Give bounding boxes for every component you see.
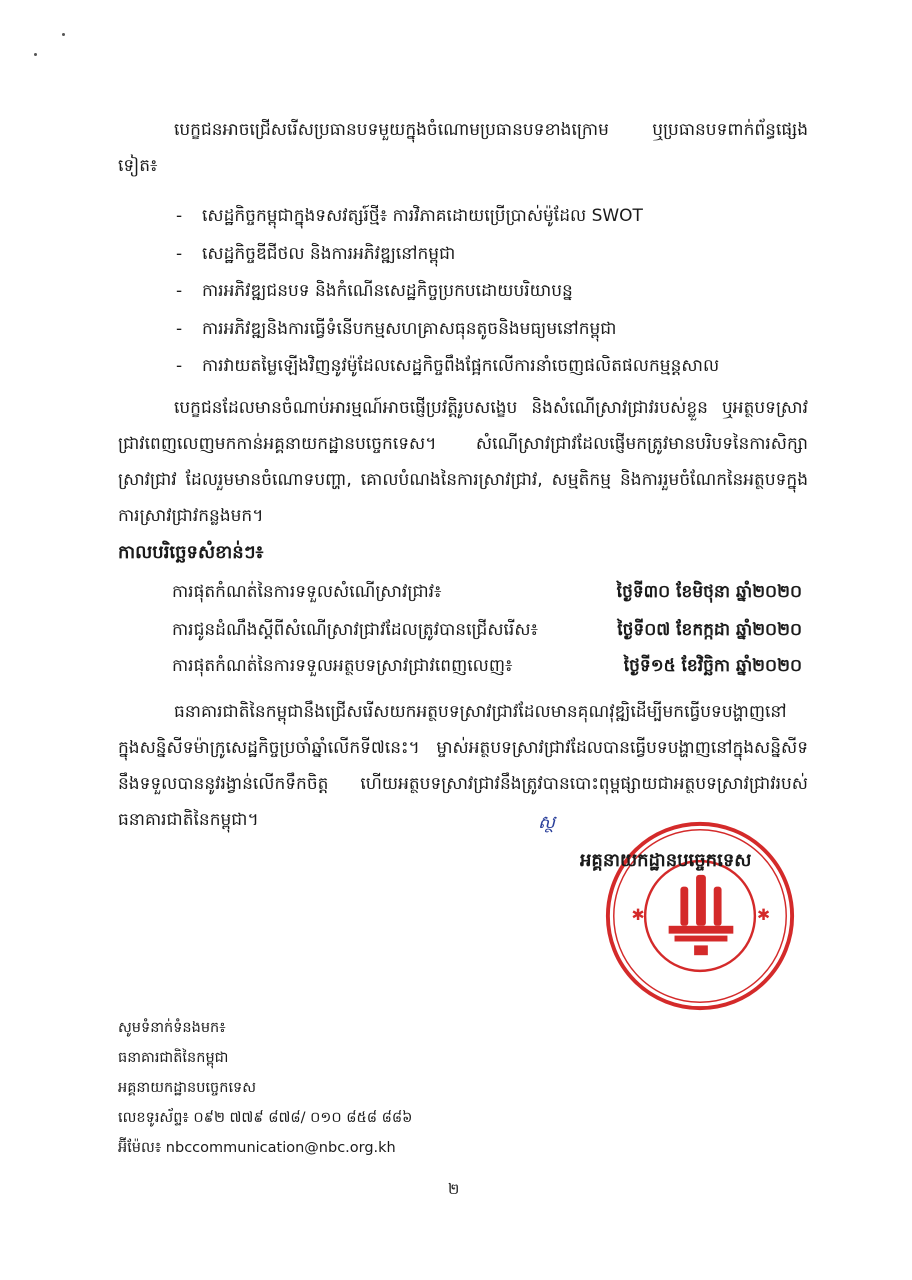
contact-org: ធនាគារជាតិនៃកម្ពុជា	[118, 1050, 229, 1066]
deadline-label: ការជូនដំណឹងស្តីពីសំណើស្រាវជ្រាវដែលត្រូវបានជ្រើសរើស៖	[172, 620, 538, 640]
scan-speck	[34, 53, 37, 56]
deadline-label: ការផុតកំណត់នៃការទទួលសំណើស្រាវជ្រាវ៖	[172, 582, 442, 602]
topic-item: - ការវាយតម្លៃឡើងវិញនូវម៉ូដែលសេដ្ឋកិច្ចពឹងផ្អែកលើការនាំចេញផលិតផលកម្មន្តសាល	[176, 356, 720, 376]
deadline-row	[172, 574, 802, 610]
topic-text: ការអភិវឌ្ឍជនបទ និងកំណើនសេដ្ឋកិច្ចប្រកបដោយបរិយាបន្ន	[202, 281, 573, 301]
contact-department: អគ្គនាយកដ្ឋានបច្ចេកទេស	[118, 1080, 257, 1096]
deadline-row	[172, 612, 802, 648]
topic-item: - ការអភិវឌ្ឍនិងការធ្វើទំនើបកម្មសហគ្រាសធុនតូចនិងមធ្យមនៅកម្ពុជា	[176, 318, 617, 339]
deadline-date: ថ្ងៃទី៣០ ខែមិថុនា ឆ្នាំ២០២០	[616, 582, 802, 602]
submission-paragraph	[118, 390, 808, 534]
svg-text:✱: ✱	[756, 904, 770, 924]
intro-paragraph	[118, 112, 808, 184]
topic-text: សេដ្ឋកិច្ចកម្ពុជាក្នុងទសវត្សរ៍ថ្មី៖ ការវិភាគដោយប្រើប្រាស់ម៉ូដែល SWOT	[202, 206, 643, 226]
deadlines-heading: កាលបរិច្ឆេទសំខាន់ៗ៖	[118, 542, 264, 563]
contact-phone: លេខទូរស័ព្ទ៖ ០៩២ ៧៧៩ ៨៧៨/ ០១០ ៨៥៨ ៨៨៦	[118, 1110, 413, 1126]
topic-text: សេដ្ឋកិច្ចឌីជីថល និងការអភិវឌ្ឍនៅកម្ពុជា	[202, 243, 456, 264]
selection-text: ធនាគារជាតិនៃកម្ពុជានឹងជ្រើសរើសយកអត្ថបទស្រាវជ្រាវដែលមានគុណវុឌ្ឍិដើម្បីមកធ្វើបទបង្ហាញនៅក្នុងសន្និសីទម៉ាក្រូសេដ្ឋកិច្ចប្រចាំឆ្នាំលើកទី៧នេះ។ ម្ចាស់អត្ថបទស្រាវជ្រាវដែលបានធ្វើបទបង្ហាញនៅក្នុងសន្និសីទនឹងទទួលបាននូវរង្វាន់លើកទឹកចិត្ត ហើយអត្ថបទស្រាវជ្រាវនឹងត្រូវបានបោះពុម្ពផ្សាយជាអត្ថបទស្រាវជ្រាវរបស់ធនាគារជាតិនៃកម្ពុជា។	[118, 702, 808, 830]
deadline-date: ថ្ងៃទី០៧ ខែកក្កដា ឆ្នាំ២០២០	[617, 620, 802, 640]
topic-text: ការអភិវឌ្ឍនិងការធ្វើទំនើបកម្មសហគ្រាសធុនតូចនិងមធ្យមនៅកម្ពុជា	[202, 318, 617, 339]
contact-block	[118, 1013, 412, 1163]
deadline-row	[172, 648, 802, 684]
svg-text:✱: ✱	[631, 904, 645, 924]
topic-item: - សេដ្ឋកិច្ចឌីជីថល និងការអភិវឌ្ឍនៅកម្ពុជា	[176, 243, 456, 264]
scan-speck	[62, 33, 65, 36]
selection-paragraph	[118, 694, 808, 838]
submission-text: បេក្ខជនដែលមានចំណាប់អារម្មណ៍អាចផ្ញើប្រវត្តិរូបសង្ខេប និងសំណើស្រាវជ្រាវរបស់ខ្លួន ឬអត្ថបទស្រាវជ្រាវពេញលេញមកកាន់អគ្គនាយកដ្ឋានបច្ចេកទេស។ សំណើស្រាវជ្រាវដែលផ្ញើមកត្រូវមានបរិបទនៃការសិក្សាស្រាវជ្រាវ ដែលរួមមានចំណោទបញ្ហា, គោលបំណងនៃការស្រាវជ្រាវ, សម្មតិកម្ម និងការរួមចំណែកនៃអត្ថបទក្នុងការស្រាវជ្រាវកន្លងមក។	[118, 398, 808, 526]
deadline-label: ការផុតកំណត់នៃការទទួលអត្ថបទស្រាវជ្រាវពេញលេញ៖	[172, 656, 513, 676]
topic-text: ការវាយតម្លៃឡើងវិញនូវម៉ូដែលសេដ្ឋកិច្ចពឹងផ្អែកលើការនាំចេញផលិតផលកម្មន្តសាល	[202, 356, 720, 376]
signer-title: អគ្គនាយកដ្ឋានបច្ចេកទេស	[580, 850, 752, 871]
contact-header: សូមទំនាក់ទំនងមក៖	[118, 1020, 226, 1036]
contact-email[interactable]: អ៊ីម៉ែល៖ nbccommunication@nbc.org.kh	[118, 1140, 396, 1156]
topic-list	[176, 198, 719, 386]
topic-item: - សេដ្ឋកិច្ចកម្ពុជាក្នុងទសវត្សរ៍ថ្មី៖ ការវិភាគដោយប្រើប្រាស់ម៉ូដែល SWOT	[176, 206, 643, 226]
handwritten-initials: ស្ថ	[538, 812, 556, 833]
topic-item: - ការអភិវឌ្ឍជនបទ និងកំណើនសេដ្ឋកិច្ចប្រកបដោយបរិយាបន្ន	[176, 281, 573, 301]
deadline-date: ថ្ងៃទី១៥ ខែវិច្ឆិកា ឆ្នាំ២០២០	[623, 656, 802, 676]
intro-text: បេក្ខជនអាចជ្រើសរើសប្រធានបទមួយក្នុងចំណោមប្រធានបទខាងក្រោម ឬប្រធានបទពាក់ព័ន្ធផ្សេងទៀត៖	[118, 120, 808, 176]
page-number: ២	[448, 1180, 460, 1198]
